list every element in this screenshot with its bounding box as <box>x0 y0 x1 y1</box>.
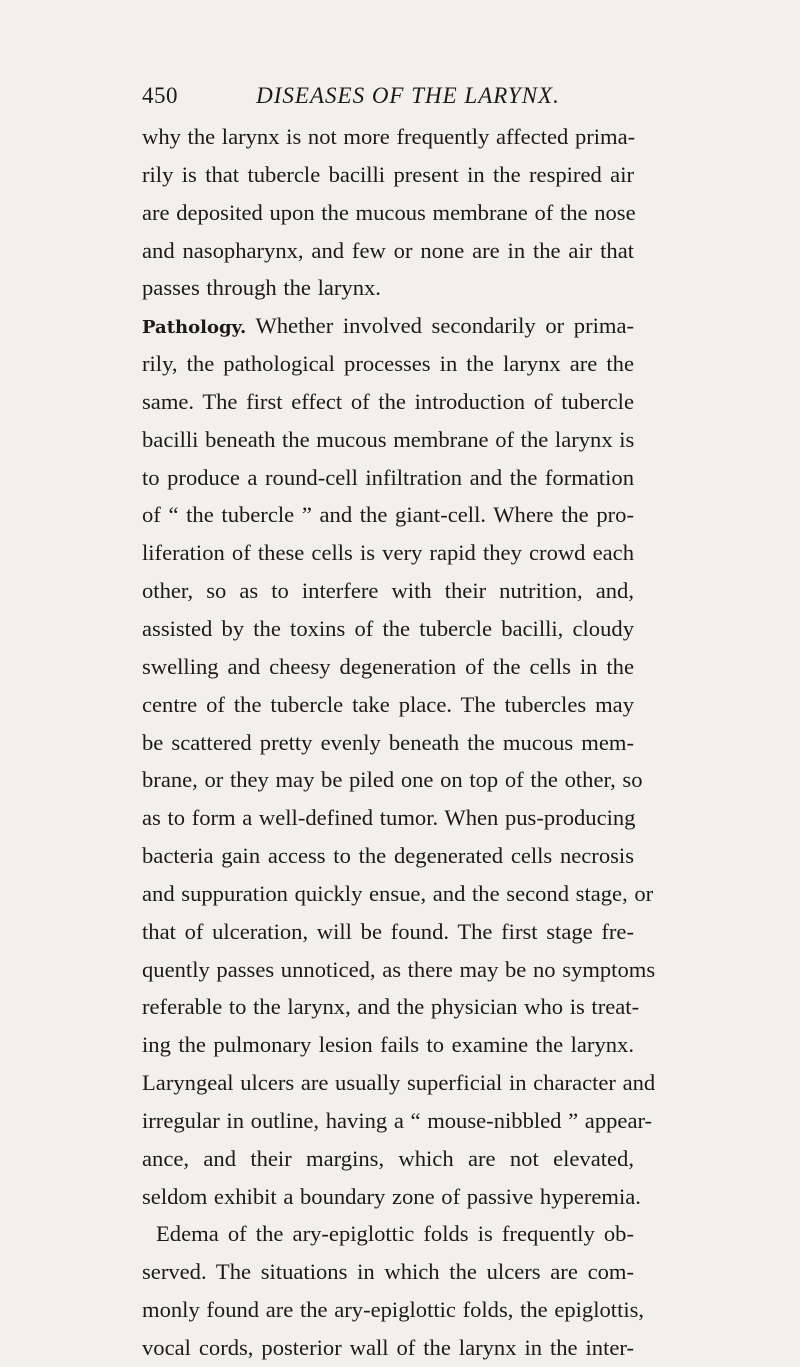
body-text <box>142 118 656 1367</box>
text-line: and suppuration quickly ensue, and the second stage, or <box>142 880 654 906</box>
text-line: rily is that tubercle bacilli present in the respired air <box>142 161 634 187</box>
text-line: bacilli beneath the mucous membrane of the larynx is <box>142 426 635 452</box>
text-line: swelling and cheesy degeneration of the cells in the <box>142 653 634 679</box>
text-line: why the larynx is not more frequently affected prima- <box>142 124 636 149</box>
text-run: Whether involved secondarily or prima- <box>246 313 634 339</box>
text-line: rily, the pathological processes in the larynx are the <box>142 351 634 377</box>
text-line <box>142 307 634 345</box>
text-line: passes through the larynx. <box>142 275 381 301</box>
text-line: are deposited upon the mucous membrane of the nose <box>142 199 636 225</box>
text-line: ance, and their margins, which are not elevated, <box>142 1145 634 1171</box>
paragraph <box>142 307 656 1367</box>
text-line: centre of the tubercle take place. The tubercles may <box>142 691 634 717</box>
text-line: that of ulceration, will be found. The first stage fre- <box>142 918 634 944</box>
section-heading: Pathology. <box>142 317 247 339</box>
text-line: liferation of these cells is very rapid they crowd each <box>142 540 634 566</box>
page-number: 450 <box>142 83 178 108</box>
text-line: as to form a well-defined tumor. When pus-producing <box>142 805 636 831</box>
text-line: and nasopharynx, and few or none are in the air that <box>142 237 634 263</box>
running-title: DISEASES OF THE LARYNX. <box>256 83 560 108</box>
text-line: irregular in outline, having a “ mouse-nibbled ” appear- <box>142 1107 653 1133</box>
text-line: same. The first effect of the introduction of tubercle <box>142 388 634 414</box>
paragraph <box>142 118 634 307</box>
text-line: bacteria gain access to the degenerated cells necrosis <box>142 843 634 869</box>
text-line: to produce a round-cell infiltration and the formation <box>142 464 634 490</box>
text-line: referable to the larynx, and the physician who is treat- <box>142 994 640 1020</box>
text-line: be scattered pretty evenly beneath the mucous mem- <box>142 729 634 755</box>
text-line: brane, or they may be piled one on top of the other, so <box>142 767 643 793</box>
text-line: seldom exhibit a boundary zone of passive hyperemia. <box>142 1183 641 1209</box>
text-line: other, so as to interfere with their nutrition, and, <box>142 578 634 604</box>
text-line: quently passes unnoticed, as there may be no symptoms <box>142 956 656 982</box>
text-line: assisted by the toxins of the tubercle bacilli, cloudy <box>142 615 634 641</box>
text-line: Laryngeal ulcers are usually superficial in character and <box>142 1070 656 1096</box>
text-line: vocal cords, posterior wall of the larynx in the inter- <box>142 1335 634 1360</box>
text-line: monly found are the ary-epiglottic folds, the epiglottis, <box>142 1297 645 1323</box>
text-line: Edema of the ary-epiglottic folds is frequently ob- <box>156 1221 634 1247</box>
running-head <box>142 78 634 114</box>
text-line: of “ the tubercle ” and the giant-cell. Where the pro- <box>142 502 634 528</box>
text-line: served. The situations in which the ulcers are com- <box>142 1259 634 1285</box>
text-line: ing the pulmonary lesion fails to examine the larynx. <box>142 1032 634 1058</box>
